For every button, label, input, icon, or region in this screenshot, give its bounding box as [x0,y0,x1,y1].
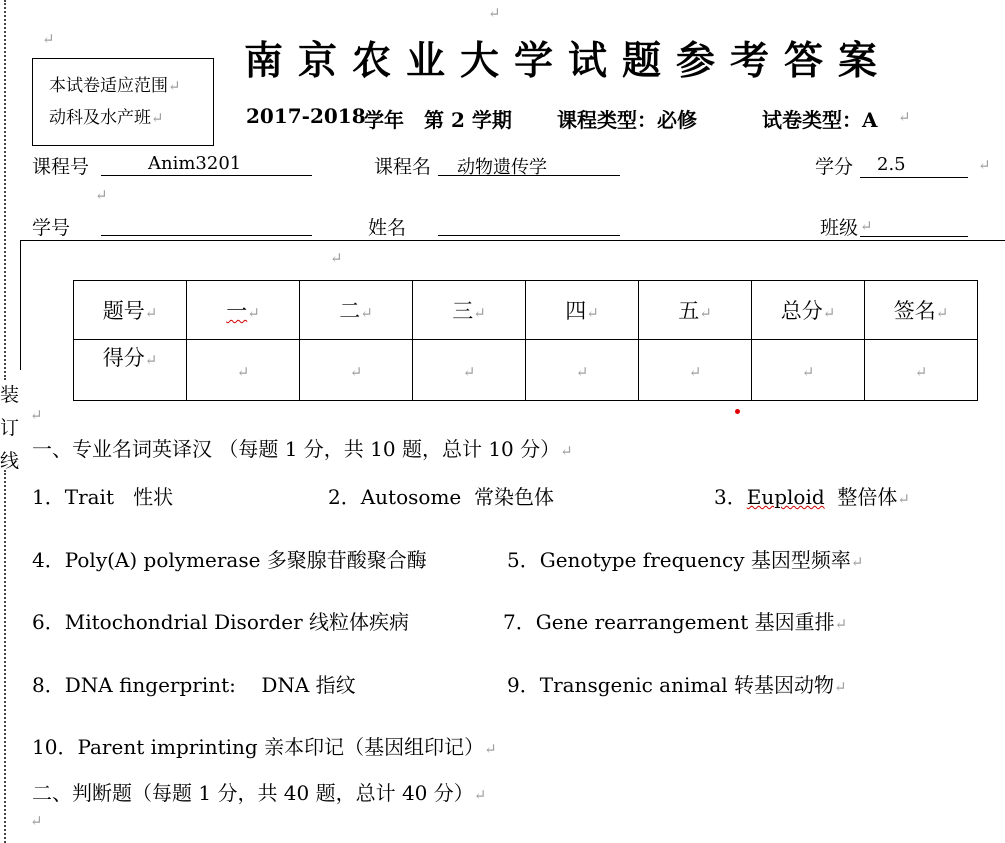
course-type: 课程类型：必修 [557,108,697,132]
paragraph-mark: ↵ [151,109,164,127]
binding-char-xian: 线 [0,450,20,472]
course-no-underline [101,175,312,176]
paragraph-mark: ↵ [330,249,343,267]
score-header-cell: 签名↵ [865,281,978,340]
score-cell[interactable]: ↵ [752,340,865,401]
name-field [438,235,620,236]
term-item-10: 10．Parent imprinting 亲本印记（基因组印记）↵ [32,735,497,759]
term-item-8: 8．DNA fingerprint: DNA 指纹 [32,673,356,697]
binding-dotted-line-lower [4,470,6,843]
binding-dotted-line [4,0,6,380]
course-no-value: Anim3201 [148,153,242,174]
score-header-cell: 四↵ [526,281,639,340]
exam-scope-box [32,58,214,146]
credit-value: 2.5 [877,154,906,175]
paragraph-mark: ↵ [42,30,55,48]
score-header-cell: 一↵ [187,281,300,340]
score-cell[interactable]: ↵ [639,340,752,401]
scope-line-1: 本试卷适应范围 [49,76,168,96]
credit-label: 学分 [815,156,854,178]
paragraph-mark: ↵ [30,406,43,424]
paragraph-mark: ↵ [860,217,873,235]
term-item-1: 1．Trait 性状 [32,485,174,509]
paragraph-mark: ↵ [95,186,108,204]
course-no-label: 课程号 [32,156,90,178]
score-header-cell: 总分↵ [752,281,865,340]
academic-year: 2017-2018 [246,104,366,128]
term-item-4: 4．Poly(A) polymerase 多聚腺苷酸聚合酶 [32,548,427,572]
binding-char-ding: 订 [0,417,20,439]
section2-title: 二、判断题（每题 1 分，共 40 题，总计 40 分）↵ [32,781,487,805]
course-name-label: 课程名 [374,156,432,178]
term-item-7: 7．Gene rearrangement 基因重排↵ [503,610,848,634]
answer-frame-left [20,240,21,370]
credit-underline [860,177,968,178]
exam-title: 南京农业大学试题参考答案 [244,38,893,84]
paragraph-mark: ↵ [488,4,501,22]
term-item-2: 2．Autosome 常染色体 [328,485,554,509]
term-item-3: 3．Euploid 整倍体↵ [714,485,910,509]
score-cell[interactable]: ↵ [300,340,413,401]
score-header-cell: 五↵ [639,281,752,340]
student-id-label: 学号 [32,217,71,239]
section1-title: 一、专业名词英译汉 （每题 1 分，共 10 题，总计 10 分）↵ [32,437,573,461]
score-cell[interactable]: ↵ [187,340,300,401]
term-item-9: 9．Transgenic animal 转基因动物↵ [507,673,847,697]
paragraph-mark: ↵ [30,812,43,830]
term-item-5: 5．Genotype frequency 基因型频率↵ [507,548,864,572]
red-dot-marker [735,409,740,414]
scope-line-2: 动科及水产班 [49,108,151,128]
paragraph-mark: ↵ [898,108,911,126]
score-cell[interactable]: ↵ [526,340,639,401]
semester: 第 2 学期 [424,108,512,132]
class-field [860,236,968,237]
score-cell[interactable]: ↵ [413,340,526,401]
score-table-header-row [74,281,978,340]
paragraph-mark: ↵ [978,156,991,174]
score-header-cell: 题号↵ [74,281,187,340]
class-label: 班级 [820,217,859,239]
answer-frame-top [20,240,1005,241]
score-table [73,280,978,401]
score-cell[interactable]: ↵ [865,340,978,401]
term-item-6: 6．Mitochondrial Disorder 线粒体疾病 [32,610,409,634]
paper-type: 试卷类型：A [762,108,878,132]
score-table-score-row [74,340,978,401]
score-header-cell: 二↵ [300,281,413,340]
score-header-cell: 三↵ [413,281,526,340]
student-id-field [101,235,312,236]
academic-year-label: 学年 [364,108,404,132]
binding-char-zhuang: 装 [0,384,20,406]
course-name-value: 动物遗传学 [457,157,547,178]
paragraph-mark: ↵ [168,77,181,95]
name-label: 姓名 [368,217,407,239]
score-row-label: 得分↵ [74,340,187,401]
